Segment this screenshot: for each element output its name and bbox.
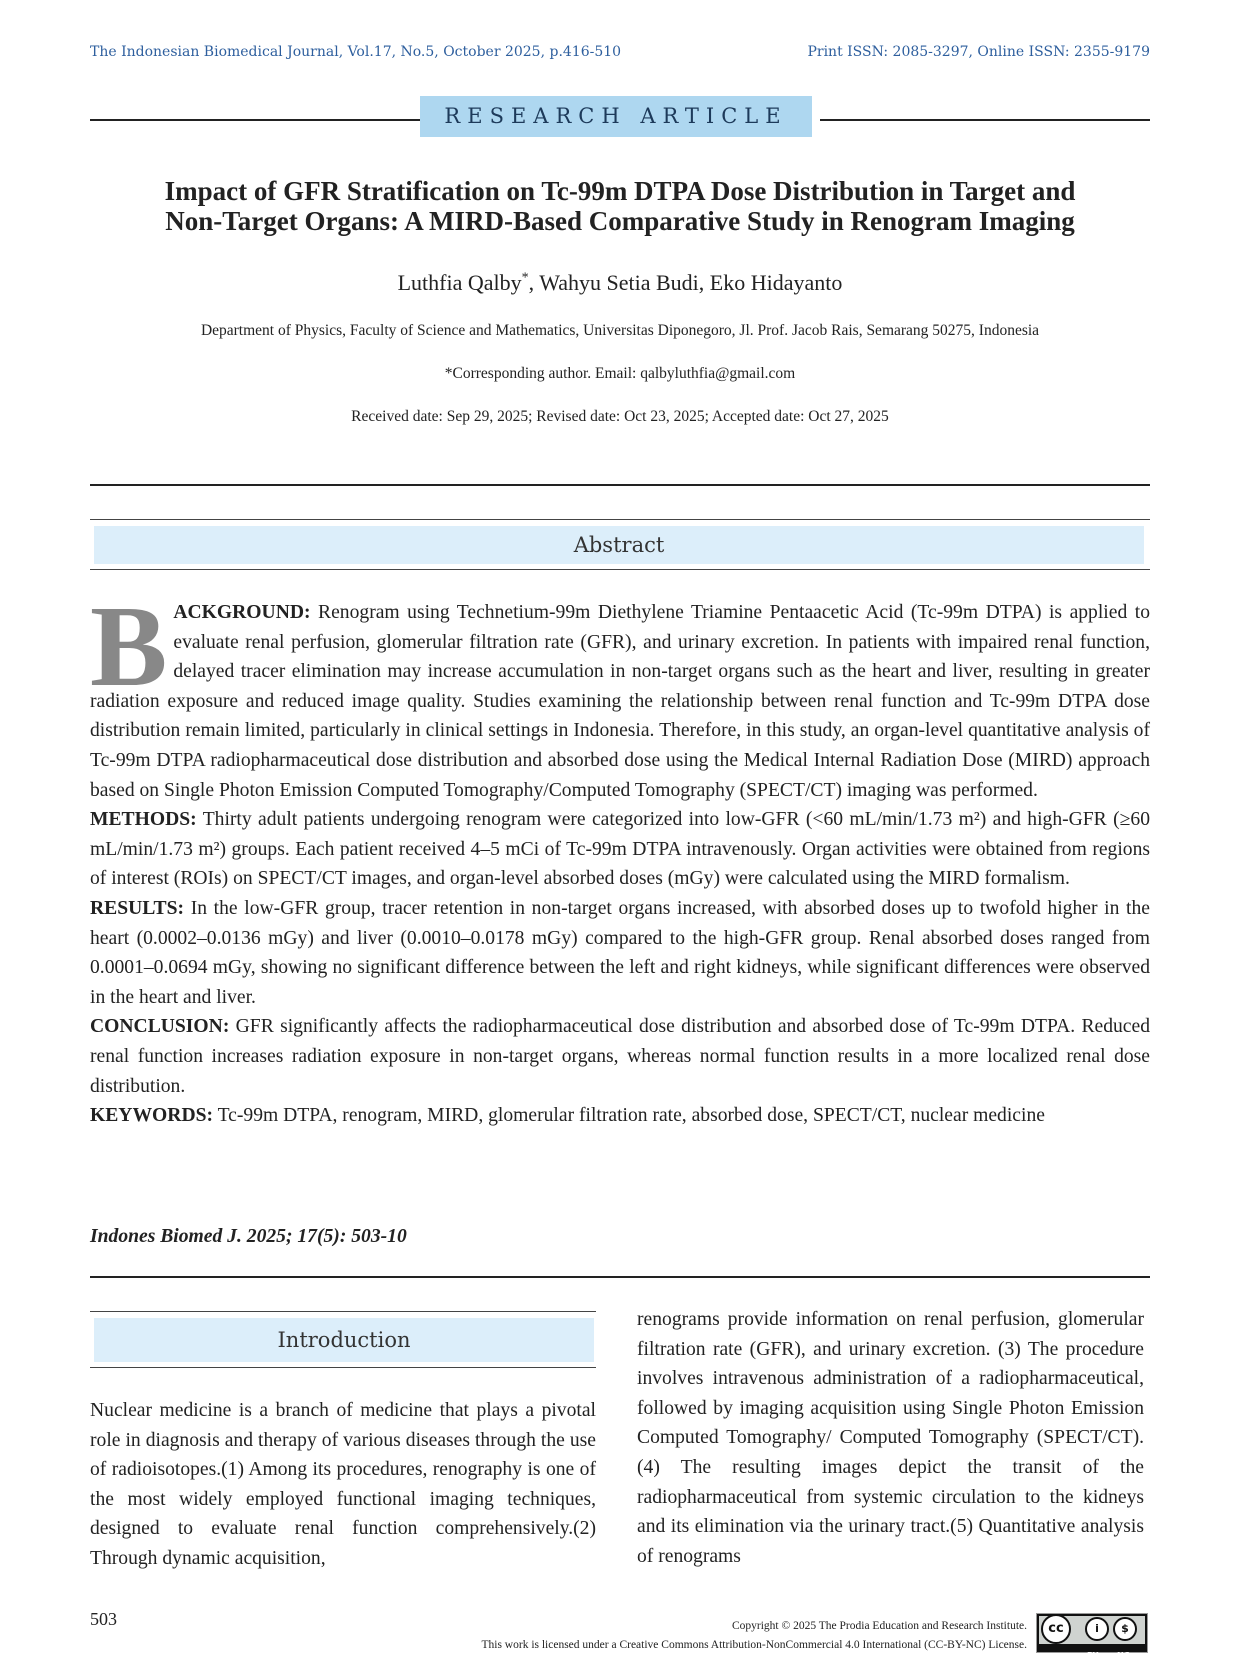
journal-citation: The Indonesian Biomedical Journal, Vol.17, No.5, October 2025, p.416-510 [90, 44, 622, 60]
results-text: In the low-GFR group, tracer retention in non-target organs increased, with absorbed doses up to twofold higher in the heart (0.0002–0.0136 mGy) and liver (0.0010–0.0178 mGy) compared to the high-GFR group. Renal absorbed doses ranged from 0.0001–0.0694 mGy, showing no significant difference between the left and right kidneys, while significant differences were observed in the heart and liver. [90, 897, 1150, 1008]
abstract-background [90, 583, 1150, 805]
cc-license-badge[interactable] [1036, 1613, 1148, 1660]
abstract-conclusion [90, 1012, 1150, 1101]
banner-rule-right [820, 119, 1150, 121]
other-authors: , Wahyu Setia Budi, Eko Hidayanto [528, 270, 843, 295]
affiliation: Department of Physics, Faculty of Science and Mathematics, Universitas Diponegoro, Jl. Prof. Jacob Rais, Semarang 50275, Indonesia [200, 322, 1040, 339]
methods-text: Thirty adult patients undergoing renogram were categorized into low-GFR (<60 mL/min/1.73 m²) and high-GFR (≥60 mL/min/1.73 m²) groups. Each patient received 4–5 mCi of Tc-99m DTPA intravenously. Organ activities were obtained from regions of interest (ROIs) on SPECT/CT images, and organ-level absorbed doses (mGy) were calculated using the MIRD formalism. [90, 809, 1150, 890]
drop-cap: B [90, 583, 168, 711]
noncommercial-icon: $ [1113, 1617, 1137, 1641]
intro-bottom-rule [90, 1367, 596, 1368]
conclusion-text: GFR significantly affects the radiopharmaceutical dose distribution and absorbed dose of Tc-99m DTPA. Reduced renal function increases radiation exposure in non-target organs, whereas normal function results in a more localized renal dose distribution. [90, 1016, 1150, 1097]
article-type-banner [90, 96, 1150, 136]
results-label: RESULTS: [90, 897, 185, 919]
cc-icon: cc [1041, 1614, 1071, 1644]
abstract-top-rule [90, 519, 1150, 520]
body-divider-rule [90, 1276, 1150, 1278]
article-dates: Received date: Sep 29, 2025; Revised date: Oct 23, 2025; Accepted date: Oct 27, 2025 [351, 408, 889, 425]
title-line-2: Non-Target Organs: A MIRD-Based Comparative Study in Renogram Imaging [165, 206, 1075, 236]
abstract-results [90, 894, 1150, 1012]
intro-column-right: renograms provide information on renal perfusion, glomerular filtration rate (GFR), and urinary excretion. (3) The procedure involves intravenous administration of a radiopharmaceutical, followed by imaging acquisition using Single Photon Emission Computed Tomography/ Computed Tomography (SPECT/CT).(4) The resulting images depict the transit of the radiopharmaceutical from systemic circulation to the kidneys and its elimination via the urinary tract.(5) Quantitative analysis of renograms [637, 1309, 1144, 1567]
abstract-heading: Abstract [94, 526, 1144, 564]
abstract-keywords [90, 1101, 1150, 1131]
article-type-label: RESEARCH ARTICLE [420, 96, 812, 137]
banner-rule-left [90, 119, 420, 121]
title-line-1: Impact of GFR Stratification on Tc-99m DTPA Dose Distribution in Target and [164, 176, 1076, 206]
keywords-label: KEYWORDS: [90, 1105, 214, 1127]
journal-citation-short: Indones Biomed J. 2025; 17(5): 503-10 [90, 1226, 407, 1247]
introduction-heading: Introduction [94, 1318, 594, 1362]
abstract-methods [90, 805, 1150, 894]
keywords-text: Tc-99m DTPA, renogram, MIRD, glomerular filtration rate, absorbed dose, SPECT/CT, nuclear medicine [213, 1105, 1045, 1127]
corresponding-mark: * [521, 270, 529, 286]
copyright-line: Copyright © 2025 The Prodia Education and Research Institute. [731, 1620, 1027, 1632]
intro-top-rule [90, 1311, 596, 1312]
abstract-body [90, 583, 1150, 1131]
conclusion-label: CONCLUSION: [90, 1016, 230, 1038]
methods-label: METHODS: [90, 809, 197, 831]
page-number: 503 [90, 1609, 117, 1629]
copyright-notice [481, 1617, 1027, 1655]
badge-nc-label: NC [1117, 1651, 1130, 1660]
intro-column-left: Nuclear medicine is a branch of medicine that plays a pivotal role in diagnosis and therapy of various diseases through the use of radioisotopes.(1) Among its procedures, renography is one of the most widely employed functional imaging techniques, designed to evaluate renal function comprehensively.(2) Through dynamic acquisition, [90, 1400, 596, 1569]
divider-rule [90, 484, 1150, 486]
abstract-bottom-rule [90, 569, 1150, 570]
corresponding-author: *Corresponding author. Email: qalbyluthfia@gmail.com [444, 365, 796, 382]
article-title [100, 176, 1140, 236]
background-label: ACKGROUND: [173, 602, 311, 623]
badge-by-label: BY [1087, 1651, 1099, 1660]
issn-info: Print ISSN: 2085-3297, Online ISSN: 2355-9179 [807, 44, 1150, 60]
first-author: Luthfia Qalby [397, 270, 522, 295]
running-head [90, 44, 1150, 66]
license-line: This work is licensed under a Creative Commons Attribution-NonCommercial 4.0 International (CC-BY-NC) License. [481, 1639, 1027, 1651]
author-list [90, 270, 1150, 296]
attribution-icon: i [1085, 1617, 1109, 1641]
background-text: Renogram using Technetium-99m Diethylene Triamine Pentaacetic Acid (Tc-99m DTPA) is applied to evaluate renal perfusion, glomerular filtration rate (GFR), and urinary excretion. In patients with impaired renal function, delayed tracer elimination may increase accumulation in non-target organs such as the heart and liver, resulting in greater radiation exposure and reduced image quality. Studies examining the relationship between renal function and Tc-99m DTPA dose distribution remain limited, particularly in clinical settings in Indonesia. Therefore, in this study, an organ-level quantitative analysis of Tc-99m DTPA radiopharmaceutical dose distribution and absorbed dose using the Medical Internal Radiation Dose (MIRD) approach based on Single Photon Emission Computed Tomography/Computed Tomography (SPECT/CT) imaging was performed. [90, 602, 1150, 801]
